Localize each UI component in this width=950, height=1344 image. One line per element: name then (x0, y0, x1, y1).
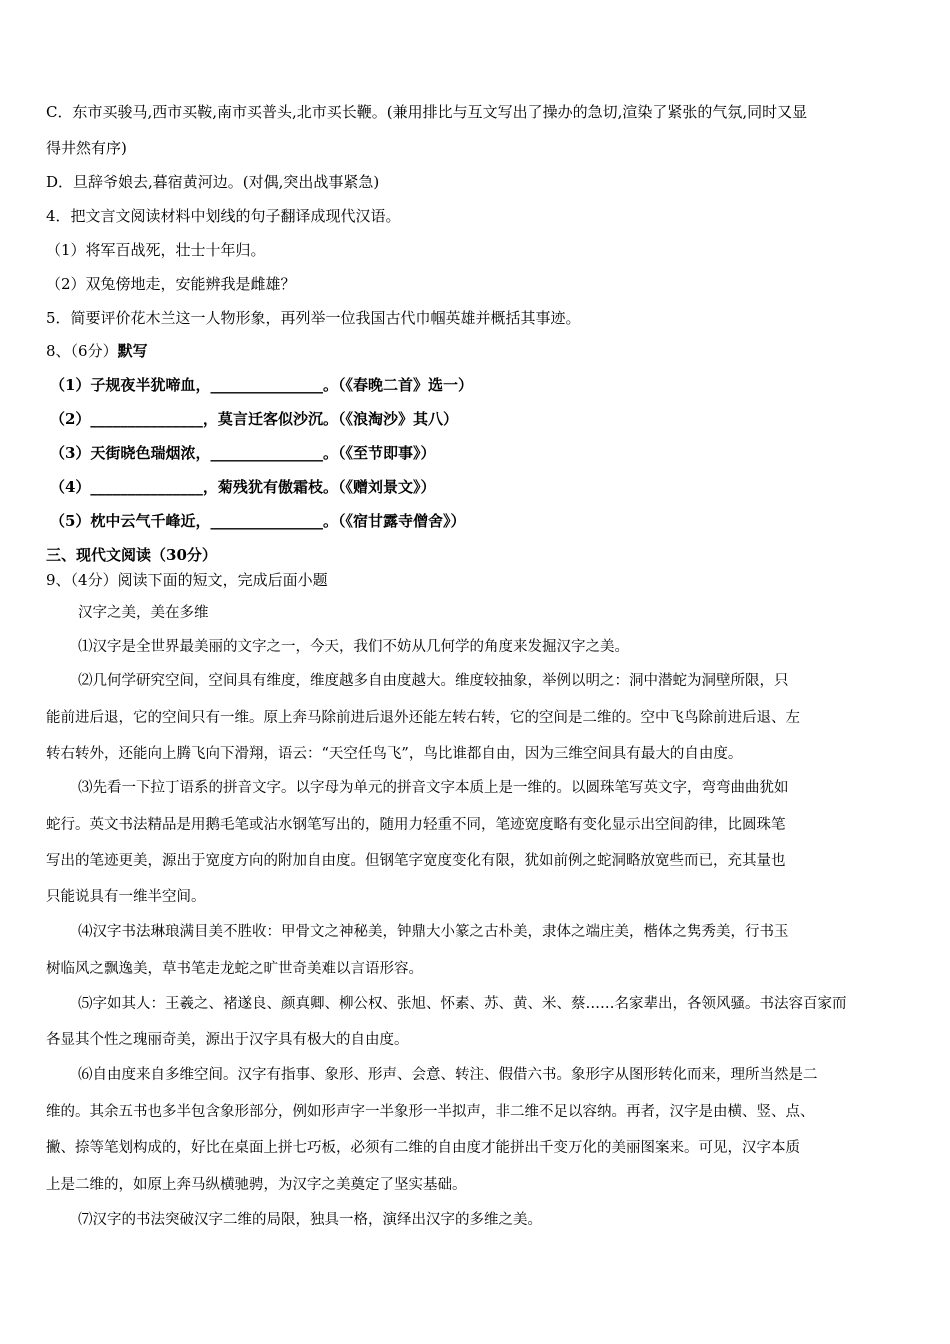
paragraph-6-line: 维的。其余五书也多半包含象形部分，例如形声字一半象形一半拟声，非二维不足以容纳。再者，汉字是由横、竖、点、 (46, 1104, 815, 1120)
paragraph-1: ⑴汉字是全世界最美丽的文字之一，今天，我们不妨从几何学的角度来发掘汉字之美。 (78, 639, 629, 655)
paragraph-2-line: 能前进后退，它的空间只有一维。原上奔马除前进后退外还能左转右转，它的空间是二维的。空中飞鸟除前进后退、左 (46, 710, 800, 726)
q8-title: 默写 (117, 342, 148, 360)
paragraph-3-line: 写出的笔迹更美，源出于宽度方向的附加自由度。但钢笔字宽度变化有限，犹如前例之蛇洞略放宽些而已，充其量也 (46, 853, 786, 869)
q5-prompt: 5．简要评价花木兰这一人物形象，再列举一位我国古代巾帼英雄并概括其事迹。 (46, 309, 581, 327)
q3-option-d: D．旦辞爷娘去,暮宿黄河边。(对偶,突出战事紧急) (46, 173, 380, 191)
section-3-heading: 三、现代文阅读（30分） (46, 546, 217, 564)
q8-item-5: （5）枕中云气千峰近，_______________。（《宿甘露寺僧舍》） (50, 512, 466, 530)
paragraph-6-line: 上是二维的，如原上奔马纵横驰骋，为汉字之美奠定了坚实基础。 (46, 1177, 467, 1193)
q8-heading (46, 341, 148, 361)
paragraph-5-line: ⑸字如其人：王羲之、褚遂良、颜真卿、柳公权、张旭、怀素、苏、黄、米、蔡……名家辈出，各领风骚。书法容百家而 (78, 996, 847, 1012)
q8-number: 8、（6分） (46, 342, 118, 360)
paragraph-3-line: 蛇行。英文书法精品是用鹅毛笔或沾水钢笔写出的，随用力轻重不同，笔迹宽度略有变化显示出空间韵律，比圆珠笔 (46, 817, 786, 833)
q8-item-3: （3）天街晓色瑞烟浓，_______________。（《至节即事》） (50, 444, 436, 462)
paragraph-7: ⑺汉字的书法突破汉字二维的局限，独具一格，演绎出汉字的多维之美。 (78, 1212, 542, 1228)
paragraph-3-line: 只能说具有一维半空间。 (46, 889, 206, 905)
paragraph-4-line: ⑷汉字书法琳琅满目美不胜收：甲骨文之神秘美，钟鼎大小篆之古朴美，隶体之端庄美，楷体之隽秀美，行书玉 (78, 924, 789, 940)
paragraph-6-line: 撇、捺等笔划构成的，好比在桌面上拼七巧板，必须有二维的自由度才能拼出千变万化的美丽图案来。可见，汉字本质 (46, 1140, 800, 1156)
q4-sentence-1: （1）将军百战死，壮士十年归。 (46, 241, 266, 259)
q9-intro: 9、（4分）阅读下面的短文，完成后面小题 (46, 571, 328, 589)
paragraph-2-line: 转右转外，还能向上腾飞向下滑翔，语云：“天空任鸟飞”，鸟比谁都自由，因为三维空间具有最大的自由度。 (46, 746, 743, 762)
q4-sentence-2: （2）双兔傍地走，安能辨我是雌雄？ (46, 275, 296, 293)
paragraph-5-line: 各显其个性之瑰丽奇美，源出于汉字具有极大的自由度。 (46, 1032, 409, 1048)
q8-item-1: （1）子规夜半犹啼血，_______________。（《春晚二首》选一） (50, 376, 473, 394)
paragraph-4-line: 树临风之飘逸美，草书笔走龙蛇之旷世奇美难以言语形容。 (46, 961, 423, 977)
q4-prompt: 4．把文言文阅读材料中划线的句子翻译成现代汉语。 (46, 207, 401, 225)
q3-option-c-line1: C．东市买骏马,西市买鞍,南市买普头,北市买长鞭。(兼用排比与互文写出了操办的急切,渲染了紧张的气氛,同时又显 (46, 103, 808, 121)
paragraph-2-line: ⑵几何学研究空间，空间具有维度，维度越多自由度越大。维度较抽象，举例以明之：洞中潜蛇为洞壁所限，只 (78, 673, 789, 689)
paragraph-6-line: ⑹自由度来自多维空间。汉字有指事、象形、形声、会意、转注、假借六书。象形字从图形转化而来，理所当然是二 (78, 1067, 818, 1083)
paragraph-3-line: ⑶先看一下拉丁语系的拼音文字。以字母为单元的拼音文字本质上是一维的。以圆珠笔写英文字，弯弯曲曲犹如 (78, 780, 789, 796)
article-title: 汉字之美，美在多维 (78, 605, 209, 621)
q8-item-4: （4）_______________，菊残犹有傲霜枝。（《赠刘景文》） (50, 478, 436, 496)
q8-item-2: （2）_______________，莫言迁客似沙沉。（《浪淘沙》其八） (50, 410, 458, 428)
q3-option-c-line2: 得井然有序) (46, 139, 127, 157)
